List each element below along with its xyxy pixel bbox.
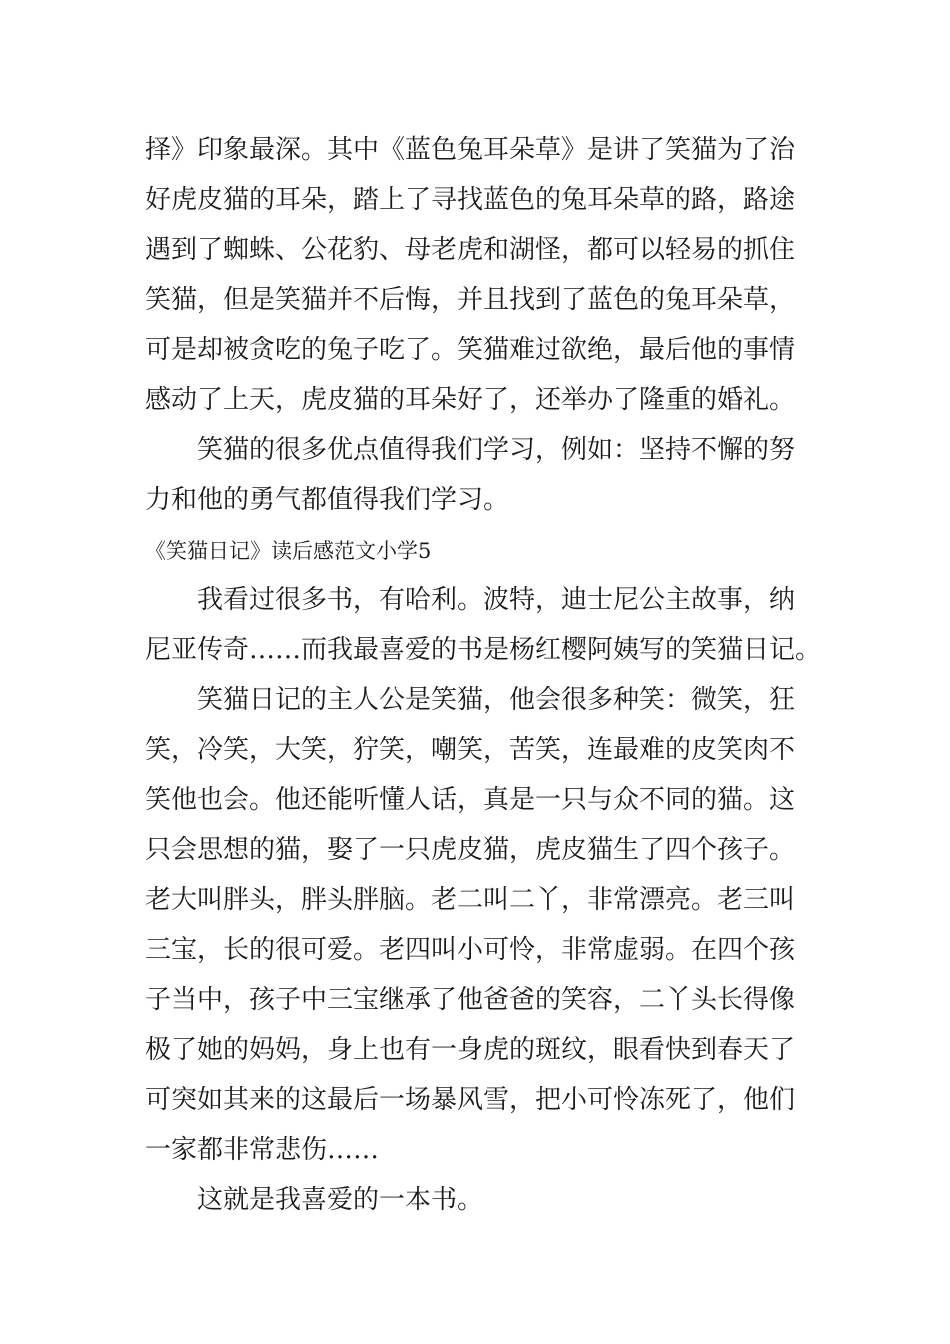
paragraph-1-line-3: 遇到了蜘蛛、公花豹、母老虎和湖怪，都可以轻易的抓住 xyxy=(145,235,796,265)
paragraph-1-line-5: 可是却被贪吃的兔子吃了。笑猫难过欲绝，最后他的事情 xyxy=(145,335,796,365)
paragraph-4-line-2: 笑，冷笑，大笑，狞笑，嘲笑，苦笑，连最难的皮笑肉不 xyxy=(145,735,796,765)
paragraph-2-line-2: 力和他的勇气都值得我们学习。 xyxy=(145,485,510,515)
section-heading: 《笑猫日记》读后感范文小学5 xyxy=(145,539,432,563)
paragraph-1-line-4: 笑猫，但是笑猫并不后悔，并且找到了蓝色的兔耳朵草， xyxy=(145,285,796,315)
paragraph-1-line-1: 择》印象最深。其中《蓝色兔耳朵草》是讲了笑猫为了治 xyxy=(145,135,796,165)
paragraph-2-line-1: 笑猫的很多优点值得我们学习，例如：坚持不懈的努 xyxy=(197,435,796,465)
paragraph-4-line-1: 笑猫日记的主人公是笑猫，他会很多种笑：微笑，狂 xyxy=(197,685,796,715)
paragraph-1-line-6: 感动了上天，虎皮猫的耳朵好了，还举办了隆重的婚礼。 xyxy=(145,385,796,415)
paragraph-4-line-4: 只会思想的猫，娶了一只虎皮猫，虎皮猫生了四个孩子。 xyxy=(145,835,796,865)
paragraph-4-line-3: 笑他也会。他还能听懂人话，真是一只与众不同的猫。这 xyxy=(145,785,796,815)
paragraph-4-line-10: 一家都非常悲伤…… xyxy=(145,1135,380,1165)
paragraph-5-line-1: 这就是我喜爱的一本书。 xyxy=(197,1185,484,1215)
paragraph-4-line-6: 三宝，长的很可爱。老四叫小可怜，非常虚弱。在四个孩 xyxy=(145,935,796,965)
paragraph-3-line-1: 我看过很多书，有哈利。波特，迪士尼公主故事，纳 xyxy=(197,585,796,615)
paragraph-4-line-5: 老大叫胖头，胖头胖脑。老二叫二丫，非常漂亮。老三叫 xyxy=(145,885,796,915)
paragraph-4-line-8: 极了她的妈妈，身上也有一身虎的斑纹，眼看快到春天了 xyxy=(145,1035,796,1065)
paragraph-3-line-2: 尼亚传奇……而我最喜爱的书是杨红樱阿姨写的笑猫日记。 xyxy=(145,635,822,665)
paragraph-1-line-2: 好虎皮猫的耳朵，踏上了寻找蓝色的兔耳朵草的路，路途 xyxy=(145,185,796,215)
paragraph-4-line-7: 子当中，孩子中三宝继承了他爸爸的笑容，二丫头长得像 xyxy=(145,985,796,1015)
paragraph-4-line-9: 可突如其来的这最后一场暴风雪，把小可怜冻死了，他们 xyxy=(145,1085,796,1115)
